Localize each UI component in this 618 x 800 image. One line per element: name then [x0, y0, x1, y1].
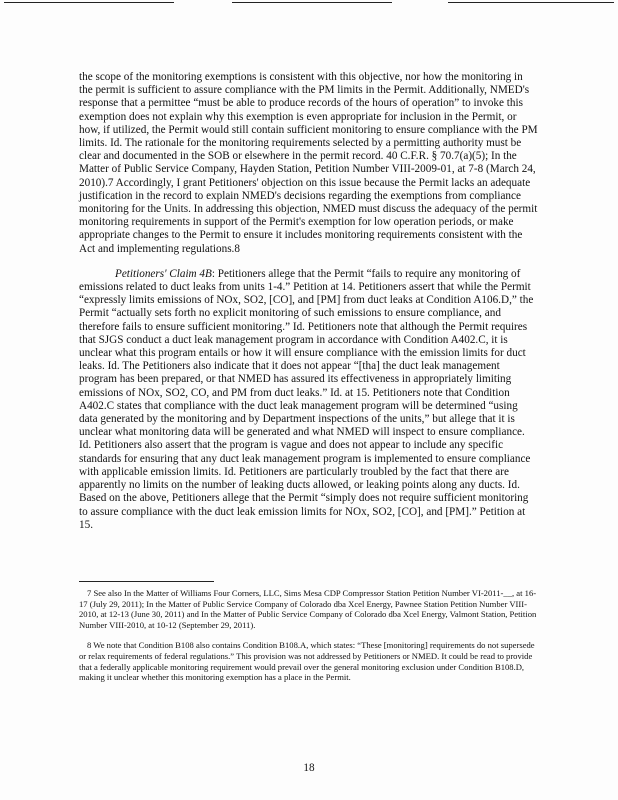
claim-4b-text: : Petitioners allege that the Permit “fails to require any monitoring of emissions related to duct leaks from units 1-4.” Petition at 14. Petitioners assert that while the Permit “expressly limits emissions of NOx, SO2, [CO], and [PM] from duct leaks at Condition A106.D,” the Permit “actually sets forth no explicit monitoring of such emissions to ensure compliance, and therefore fails to ensure sufficient monitoring.” Id. Petitioners note that although the Permit requires that SJGS conduct a duct leak management program in accordance with Condition A402.C, it is unclear what this program entails or how it will ensure compliance with the emission limits for duct leaks. Id. The Petitioners also indicate that it does not appear “[tha] the duct leak management program has been prepared, or that NMED has assured its effectiveness in appropriately limiting emissions of NOx, SO2, CO, and PM from duct leaks.” Id. at 15. Petitioners note that Condition A402.C states that compliance with the duct leak management program will be determined “using data generated by the monitoring and by Department inspections of the units,” but allege that it is unclear what monitoring data will be generated and what NMED will inspect to ensure compliance. Id. Petitioners also assert that the program is vague and does not appear to include any specific standards for ensuring that any duct leak management program is implemented to ensure compliance with applicable emission limits. Id. Petitioners are particularly troubled by the fact that there are apparently no limits on the number of leaking ducts allowed, or leaking points along any ducts. Id. Based on the above, Petitioners allege that the Permit “simply does not require sufficient monitoring to assure compliance with the duct leak emission limits for NOx, SO2, [CO], and [PM].” Petition at 15.	[79, 267, 534, 531]
footnote-separator	[79, 581, 214, 582]
paragraph-monitoring-exemptions: the scope of the monitoring exemptions is consistent with this objective, nor how the monitoring in the permit is sufficient to assure compliance with the PM limits in the Permit. Additionally, NMED's response that a permittee “must be able to produce records of the hours of operation” to invoke this exemption does not explain why this exemption is even appropriate for inclusion in the Permit, or how, if utilized, the Permit would still contain sufficient monitoring to ensure compliance with the PM limits. Id. The rationale for the monitoring requirements selected by a permitting authority must be clear and documented in the SOB or elsewhere in the permit record. 40 C.F.R. § 70.7(a)(5); In the Matter of Public Service Company, Hayden Station, Petition Number VIII-2009-01, at 7-8 (March 24, 2010).7 Accordingly, I grant Petitioners' objection on this issue because the Permit lacks an adequate justification in the record to explain NMED's decisions regarding the exemptions from compliance monitoring for the Units. In addressing this objection, NMED must discuss the adequacy of the permit monitoring requirements in support of the Permit's exemption for low operation periods, or make appropriate changes to the Permit to ensure it includes monitoring requirements consistent with the Act and implementing regulations.8	[79, 71, 538, 255]
header-rule-right	[448, 2, 614, 3]
document-body	[79, 71, 539, 532]
claim-4b-heading: Petitioners' Claim 4B	[115, 267, 212, 280]
header-rule-left	[4, 2, 174, 3]
footnotes	[79, 588, 539, 693]
footnote-8: 8 We note that Condition B108 also contains Condition B108.A, which states: “These [monitoring] requirements do not supersede or relax requirements of federal regulations.” This provision was not addressed by Petitioners or NMED. It could be read to provide that a federally applicable monitoring requirement would prevail over the general monitoring exclusion under Condition B108.D, making it unclear whether this monitoring exemption has a place in the Permit.	[79, 640, 535, 683]
header-rule-middle	[232, 2, 392, 3]
paragraph-claim-4b	[79, 268, 539, 532]
page-number: 18	[303, 762, 315, 774]
header-rules	[0, 0, 618, 8]
footnote-7: 7 See also In the Matter of Williams Four Corners, LLC, Sims Mesa CDP Compressor Station Petition Number VI-2011-__, at 16-17 (July 29, 2011); In the Matter of Public Service Company of Colorado dba Xcel Energy, Pawnee Station Petition Number VIII-2010, at 12-13 (June 30, 2011) and In the Matter of Public Service Company of Colorado dba Xcel Energy, Valmont Station, Petition Number VIII-2010, at 10-12 (September 29, 2011).	[79, 588, 537, 630]
